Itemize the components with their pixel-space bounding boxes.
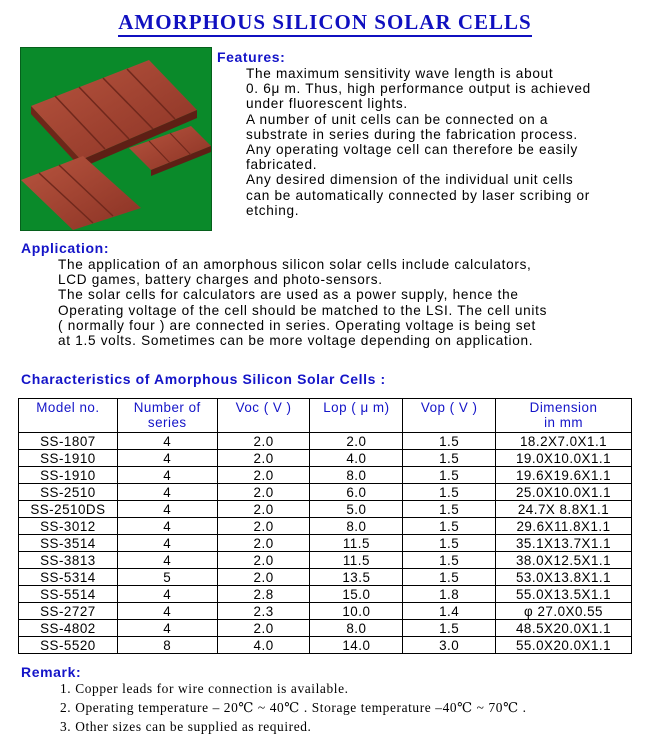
table-cell: 4 (117, 467, 217, 484)
table-cell: 19.6X19.6X1.1 (496, 467, 632, 484)
column-header (217, 399, 310, 433)
table-cell: 2.0 (217, 620, 310, 637)
features-heading: Features: (217, 49, 286, 65)
table-row (19, 586, 632, 603)
table-cell: 2.0 (217, 450, 310, 467)
table-cell: 55.0X20.0X1.1 (496, 637, 632, 654)
table-cell: 35.1X13.7X1.1 (496, 535, 632, 552)
table-row (19, 433, 632, 450)
table-cell: 1.5 (403, 501, 496, 518)
column-header-text: Lop ( μ m) (323, 400, 390, 415)
table-cell: 11.5 (310, 552, 403, 569)
features-line: under fluorescent lights. (246, 96, 408, 112)
table-cell: 11.5 (310, 535, 403, 552)
table-cell: SS-5514 (19, 586, 118, 603)
column-header-text: series (147, 415, 187, 430)
column-header (403, 399, 496, 433)
table-cell: 2.0 (217, 467, 310, 484)
table-cell: 2.0 (310, 433, 403, 450)
table-cell: 4 (117, 433, 217, 450)
application-line: ( normally four ) are connected in series. Operating voltage is being set (58, 317, 537, 333)
table-row (19, 518, 632, 535)
table-cell: 8.0 (310, 467, 403, 484)
table-cell: 25.0X10.0X1.1 (496, 484, 632, 501)
features-line: The maximum sensitivity wave length is about (246, 66, 554, 81)
characteristics-heading: Characteristics of Amorphous Silicon Solar Cells : (21, 371, 386, 387)
features-line: Any desired dimension of the individual unit cells (246, 172, 574, 188)
features-line: fabricated. (246, 157, 318, 173)
table-row (19, 569, 632, 586)
characteristics-table-body (19, 433, 632, 654)
features-line: 0. 6μ m. Thus, high performance output is achieved (246, 81, 591, 97)
table-row (19, 637, 632, 654)
table-header-row (19, 399, 632, 433)
column-header (310, 399, 403, 433)
table-cell: 1.5 (403, 433, 496, 450)
table-cell: SS-1910 (19, 450, 118, 467)
column-header-text: Dimension (529, 400, 598, 415)
features-line: etching. (246, 202, 300, 218)
remark-heading: Remark: (21, 664, 82, 680)
table-cell: 5.0 (310, 501, 403, 518)
application-heading: Application: (21, 240, 110, 256)
features-line: substrate in series during the fabrication process. (246, 126, 578, 142)
table-row (19, 501, 632, 518)
table-cell: 5 (117, 569, 217, 586)
table-cell: 4 (117, 603, 217, 620)
remark-item: 2. Operating temperature – 20℃ ~ 40℃ . Storage temperature –40℃ ~ 70℃ . (60, 699, 527, 715)
table-cell: 8.0 (310, 518, 403, 535)
table-cell: 2.3 (217, 603, 310, 620)
table-cell: SS-2510 (19, 484, 118, 501)
features-line: Any operating voltage cell can therefore be easily (246, 142, 578, 158)
application-line: Operating voltage of the cell should be matched to the LSI. The cell units (58, 302, 548, 318)
table-row (19, 450, 632, 467)
application-line: at 1.5 volts. Sometimes can be more voltage depending on application. (58, 333, 534, 349)
table-cell: 4.0 (310, 450, 403, 467)
characteristics-table-header (19, 399, 632, 433)
table-cell: 29.6X11.8X1.1 (496, 518, 632, 535)
table-cell: 2.0 (217, 535, 310, 552)
column-header-text: Number of (133, 400, 201, 415)
table-cell: 2.0 (217, 484, 310, 501)
table-cell: SS-1910 (19, 467, 118, 484)
table-cell: 2.0 (217, 433, 310, 450)
table-cell: 15.0 (310, 586, 403, 603)
table-cell: SS-2510DS (19, 501, 118, 518)
table-cell: 1.5 (403, 569, 496, 586)
table-cell: φ 27.0X0.55 (496, 603, 632, 620)
table-cell: 1.5 (403, 450, 496, 467)
column-header-text: Vop ( V ) (420, 400, 478, 415)
table-row (19, 603, 632, 620)
table-cell: 1.5 (403, 484, 496, 501)
application-line: The solar cells for calculators are used as a power supply, hence the (58, 287, 519, 303)
table-cell: 1.5 (403, 518, 496, 535)
table-cell: 1.5 (403, 535, 496, 552)
table-cell: 8.0 (310, 620, 403, 637)
table-cell: 8 (117, 637, 217, 654)
remark-item: 1. Copper leads for wire connection is available. (60, 681, 349, 696)
column-header-text: Voc ( V ) (235, 400, 292, 415)
table-cell: 4 (117, 484, 217, 501)
column-header (19, 399, 118, 433)
table-cell: 19.0X10.0X1.1 (496, 450, 632, 467)
table-cell: SS-5314 (19, 569, 118, 586)
table-cell: 1.4 (403, 603, 496, 620)
table-cell: 1.5 (403, 620, 496, 637)
table-cell: 2.0 (217, 518, 310, 535)
table-cell: 55.0X13.5X1.1 (496, 586, 632, 603)
solar-cells-illustration (21, 48, 211, 230)
table-cell: SS-4802 (19, 620, 118, 637)
table-row (19, 535, 632, 552)
table-row (19, 552, 632, 569)
table-cell: 2.0 (217, 569, 310, 586)
features-list (246, 66, 591, 218)
table-cell: 1.8 (403, 586, 496, 603)
table-cell: 4 (117, 552, 217, 569)
solar-cell-large-bottom (21, 156, 141, 230)
table-cell: 13.5 (310, 569, 403, 586)
page-title (0, 10, 650, 35)
table-cell: SS-5520 (19, 637, 118, 654)
table-cell: 6.0 (310, 484, 403, 501)
application-line: The application of an amorphous silicon solar cells include calculators, (58, 257, 532, 272)
table-cell: SS-1807 (19, 433, 118, 450)
table-cell: 2.8 (217, 586, 310, 603)
table-cell: 4 (117, 586, 217, 603)
table-cell: 3.0 (403, 637, 496, 654)
column-header (117, 399, 217, 433)
table-cell: 4 (117, 518, 217, 535)
table-cell: 53.0X13.8X1.1 (496, 569, 632, 586)
table-cell: 10.0 (310, 603, 403, 620)
table-cell: SS-3813 (19, 552, 118, 569)
table-cell: 1.5 (403, 467, 496, 484)
table-row (19, 484, 632, 501)
table-cell: 38.0X12.5X1.1 (496, 552, 632, 569)
table-cell: 2.0 (217, 501, 310, 518)
remark-list (60, 680, 527, 736)
table-row (19, 467, 632, 484)
table-row (19, 620, 632, 637)
characteristics-table (18, 398, 632, 654)
table-cell: 4 (117, 450, 217, 467)
table-cell: SS-3012 (19, 518, 118, 535)
table-cell: 24.7X 8.8X1.1 (496, 501, 632, 518)
remark-item: 3. Other sizes can be supplied as required. (60, 718, 312, 734)
application-line: LCD games, battery charges and photo-sensors. (58, 272, 383, 288)
table-cell: 4.0 (217, 637, 310, 654)
table-cell: 48.5X20.0X1.1 (496, 620, 632, 637)
column-header-text: in mm (544, 415, 584, 430)
column-header-text: Model no. (36, 400, 100, 415)
application-text (58, 257, 547, 348)
features-line: can be automatically connected by laser scribing or (246, 187, 590, 203)
table-cell: 4 (117, 535, 217, 552)
table-cell: SS-3514 (19, 535, 118, 552)
table-cell: 14.0 (310, 637, 403, 654)
features-line: A number of unit cells can be connected on a (246, 111, 549, 127)
column-header (496, 399, 632, 433)
page-title-text: AMORPHOUS SILICON SOLAR CELLS (118, 10, 532, 37)
solar-cell-photo (20, 47, 212, 231)
table-cell: 4 (117, 501, 217, 518)
table-cell: 2.0 (217, 552, 310, 569)
table-cell: 4 (117, 620, 217, 637)
table-cell: 1.5 (403, 552, 496, 569)
table-cell: SS-2727 (19, 603, 118, 620)
table-cell: 18.2X7.0X1.1 (496, 433, 632, 450)
